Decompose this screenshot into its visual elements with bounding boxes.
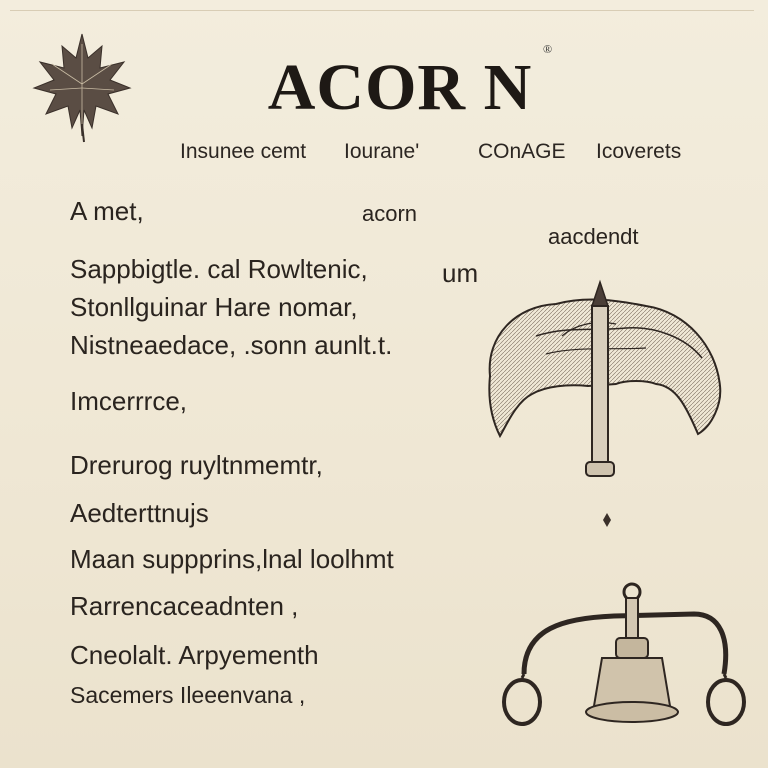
bell-scale-device-icon [494,578,758,738]
text-line-1: A met, [70,196,144,226]
text-line-2: Sappbigtle. cal Rowltenic, [70,254,368,284]
small-seed-icon [600,512,614,528]
aside-top-label: acorn [362,201,418,226]
glove-on-post-icon [476,276,736,486]
subheader-item-4: Icoverets [596,140,682,163]
page-edge-line [10,10,754,11]
text-line-11: Sacemers Ileeenvana , [70,682,306,708]
text-line-10: Cneolalt. Arpyementh [70,640,319,670]
document-title: ACOR N [267,51,533,124]
text-line-8: Maan suppprins,lnal loolhmt [70,544,394,574]
maple-leaf-icon [22,24,142,144]
subheader-item-2: Iouranе' [344,140,420,163]
text-line-6: Drerurog ruyltnmemtr, [70,450,323,480]
text-line-3: Stonllguinar Hare nomar, [70,292,358,322]
subheader-item-1: Insunee cemt [180,140,307,163]
text-line-5: Imcerrrce, [70,386,187,416]
text-line-4: Nistneaedace, .sonn aunlt.t. [70,330,393,360]
text-line-9: Rarrencaceadnten , [70,591,299,621]
subheader-item-3: COnAGE [478,140,566,163]
text-line-2b: um [442,258,479,288]
registered-mark: ® [543,42,553,56]
text-line-7: Aedterttnujs [70,498,209,528]
aside-right-label: aacdendt [548,224,639,249]
